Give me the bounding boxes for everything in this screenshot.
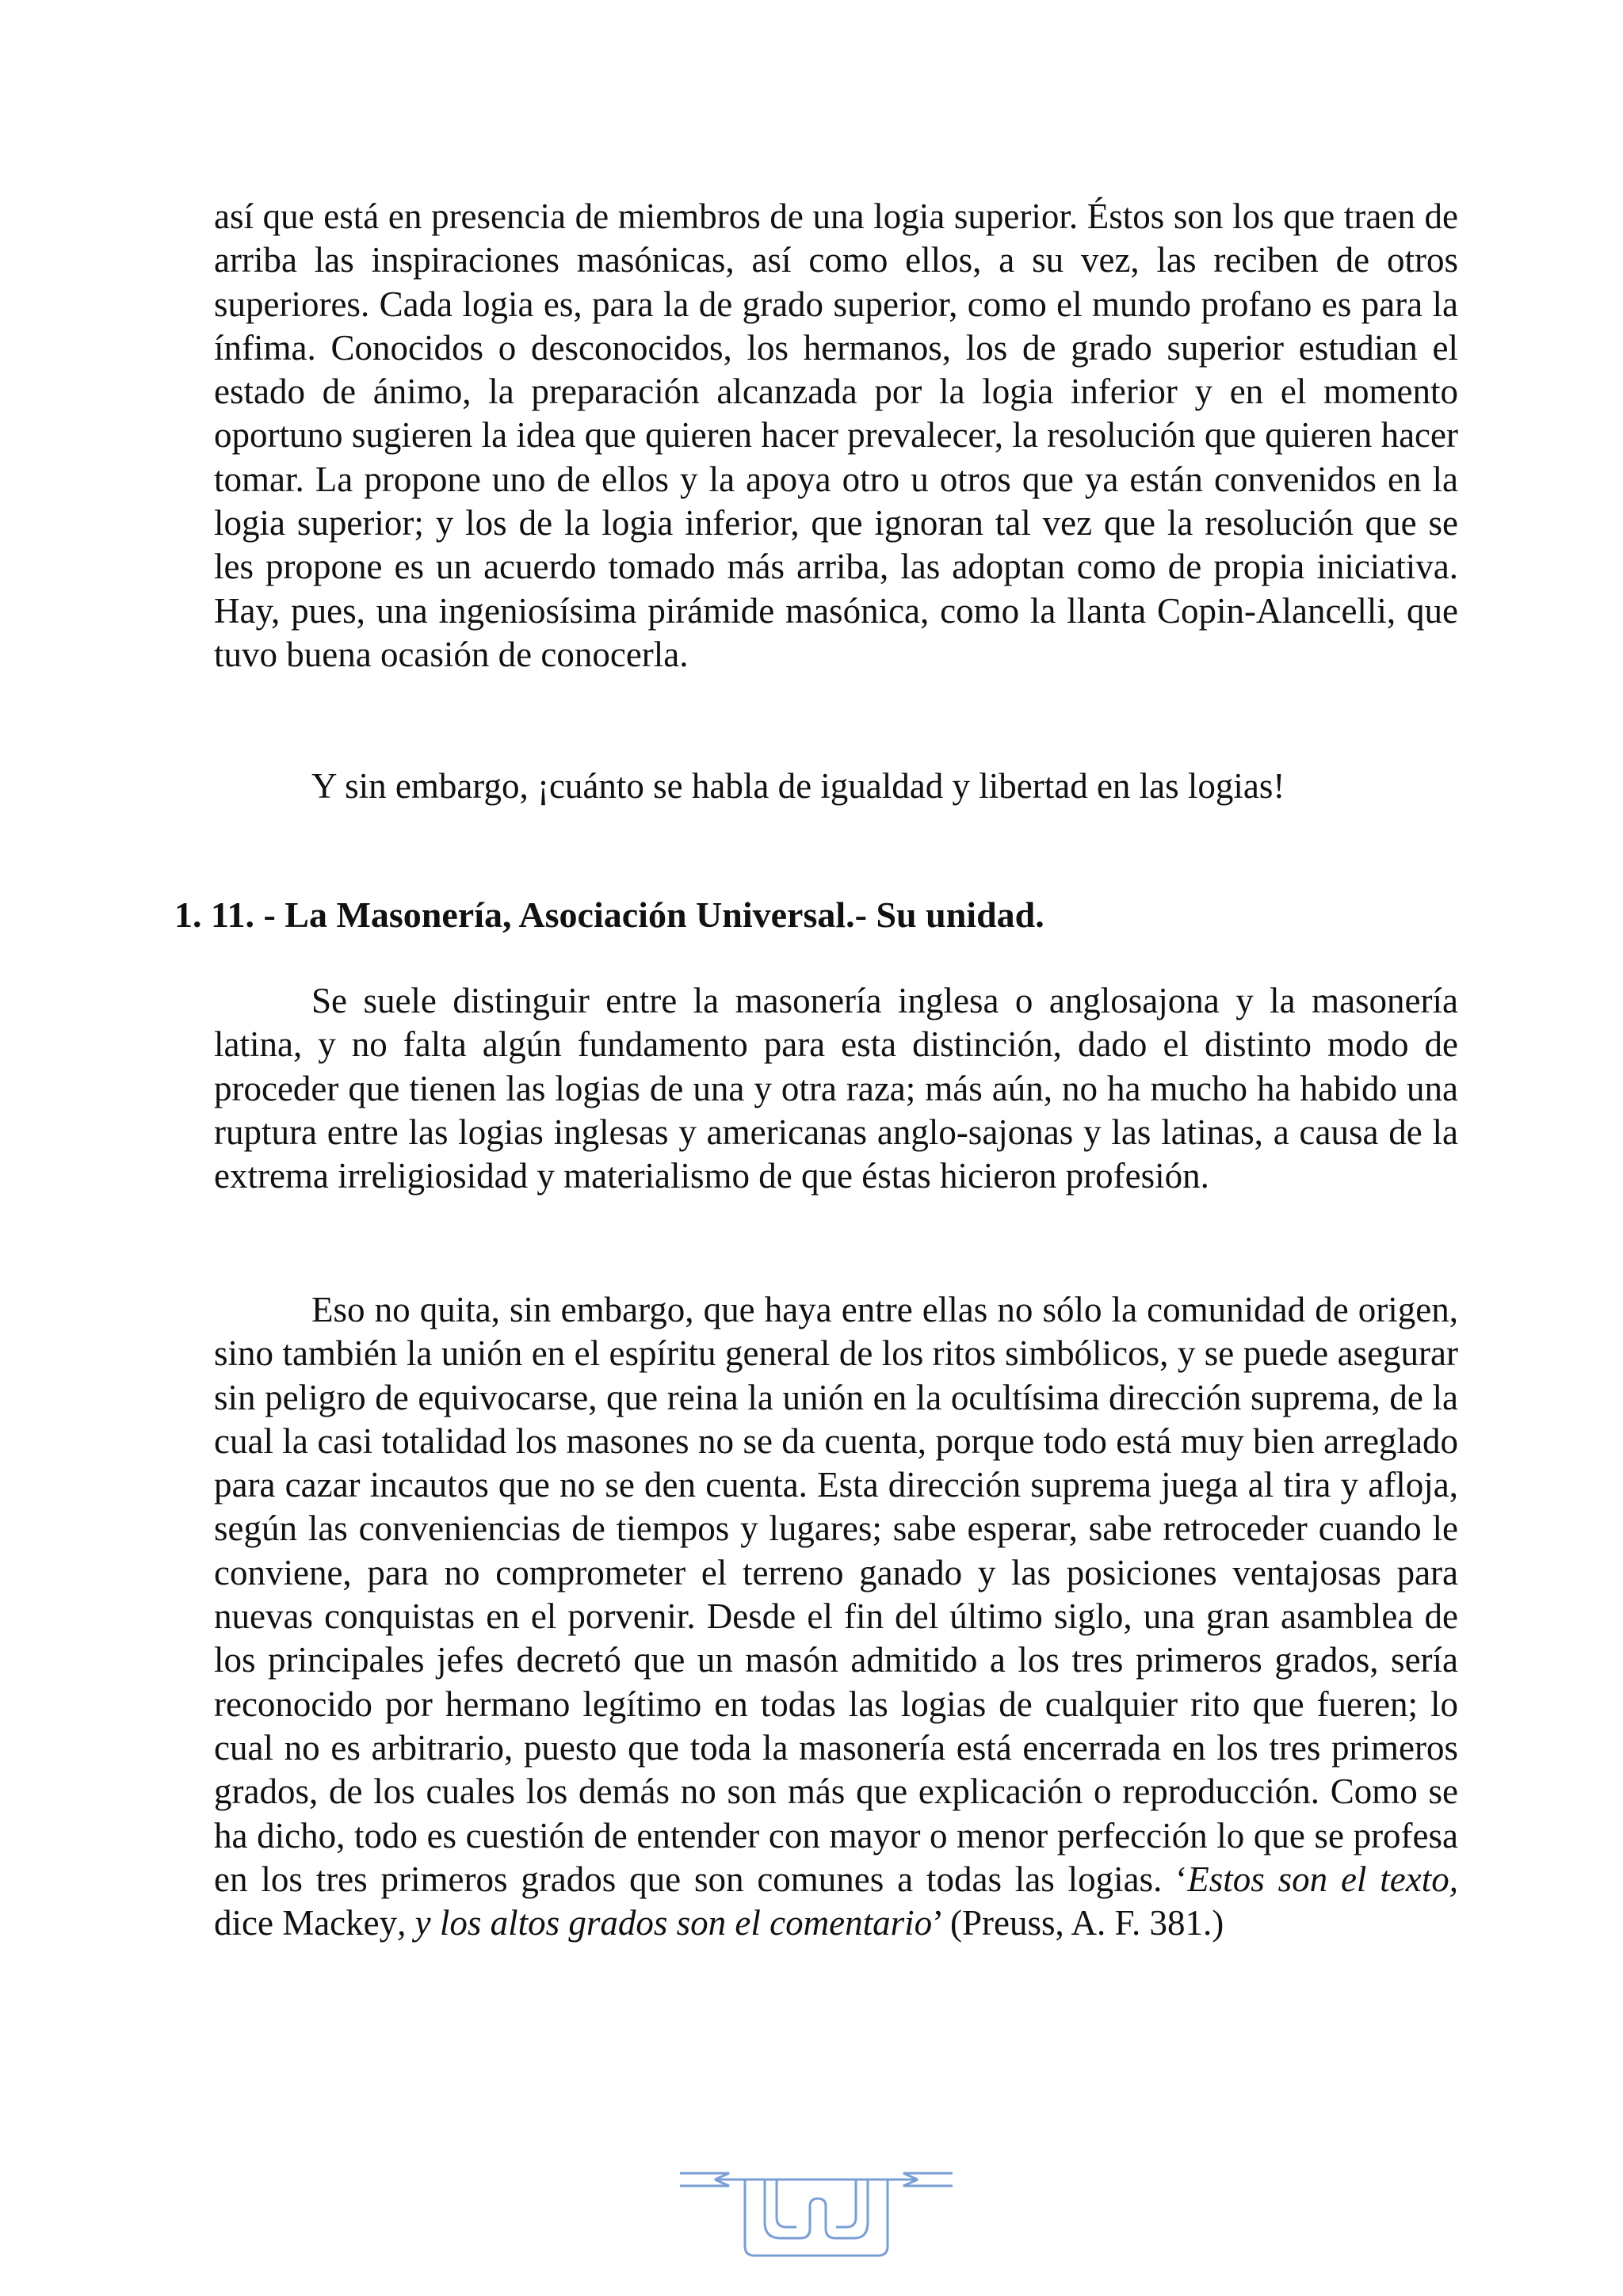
paragraph-2: Y sin embargo, ¡cuánto se habla de igualdad y libertad en las logias! xyxy=(311,766,1285,806)
paragraph-4-body: Eso no quita, sin embargo, que haya entre ellas no sólo la comunidad de origen, sino también la unión en el espíritu general de los ritos simbólicos, y se puede asegurar sin peligro de equivocarse, que reina la unión en la ocultísima dirección suprema, de la cual la casi totalidad los masones no se da cuenta, porque todo está muy bien arreglado para cazar incautos que no se den cuenta. Esta dirección suprema juega al tira y afloja, según las conveniencias de tiempos y lugares; sabe esperar, sabe retroceder cuando le conviene, para no comprometer el terreno ganado y las posiciones ventajosas para nuevas conquistas en el porvenir. Desde el fin del último siglo, una gran asamblea de los principales jefes decretó que un masón admitido a los tres primeros grados, sería reconocido por hermano legítimo en todas las logias de cualquier rito que fueren; lo cual no es arbitrario, puesto que toda la masonería está encerrada en los tres primeros grados, de los cuales los demás no son más que explicación o reproducción. Como se ha dicho, todo es cuestión de entender con mayor o menor perfección lo que se profesa en los tres primeros grados que son comunes a todas las logias. ‘ xyxy=(214,1290,1458,1899)
citation: ’ (Preuss, A. F. 381.) xyxy=(932,1903,1224,1943)
quote-part-1: Estos son el texto, xyxy=(1187,1859,1458,1899)
section-heading: 1. 11. - La Masonería, Asociación Universal.- Su unidad. xyxy=(174,894,1044,935)
page-number-ornament-icon xyxy=(674,2159,959,2270)
paragraph-4 xyxy=(214,1288,1458,1945)
quote-part-2: , y los altos grados son el comentario xyxy=(397,1903,933,1943)
paragraph-1: así que está en presencia de miembros de una logia superior. Éstos son los que traen de arriba las inspiraciones masónicas, así como ellos, a su vez, las reciben de otros superiores. Cada logia es, para la de grado superior, como el mundo profano es para la ínfima. Conocidos o desconocidos, los hermanos, los de grado superior estudian el estado de ánimo, la preparación alcanzada por la logia inferior y en el momento oportuno sugieren la idea que quieren hacer prevalecer, la resolución que quieren hacer tomar. La propone uno de ellos y la apoya otro u otros que ya están convenidos en la logia superior; y los de la logia inferior, que ignoran tal vez que la resolución que se les propone es un acuerdo tomado más arriba, las adoptan como de propia iniciativa. Hay, pues, una ingeniosísima pirámide masónica, como la llanta Copin-Alancelli, que tuvo buena ocasión de conocerla. xyxy=(214,196,1458,674)
paragraph-3: Se suele distinguir entre la masonería inglesa o anglosajona y la masonería latina, y no falta algún fundamento para esta distinción, dado el distinto modo de proceder que tienen las logias de una y otra raza; más aún, no ha mucho ha habido una ruptura entre las logias inglesas y americanas anglo-sajonas y las latinas, a causa de la extrema irreligiosidad y materialismo de que éstas hicieron profesión. xyxy=(214,981,1458,1196)
quote-attribution: dice Mackey xyxy=(214,1903,398,1943)
